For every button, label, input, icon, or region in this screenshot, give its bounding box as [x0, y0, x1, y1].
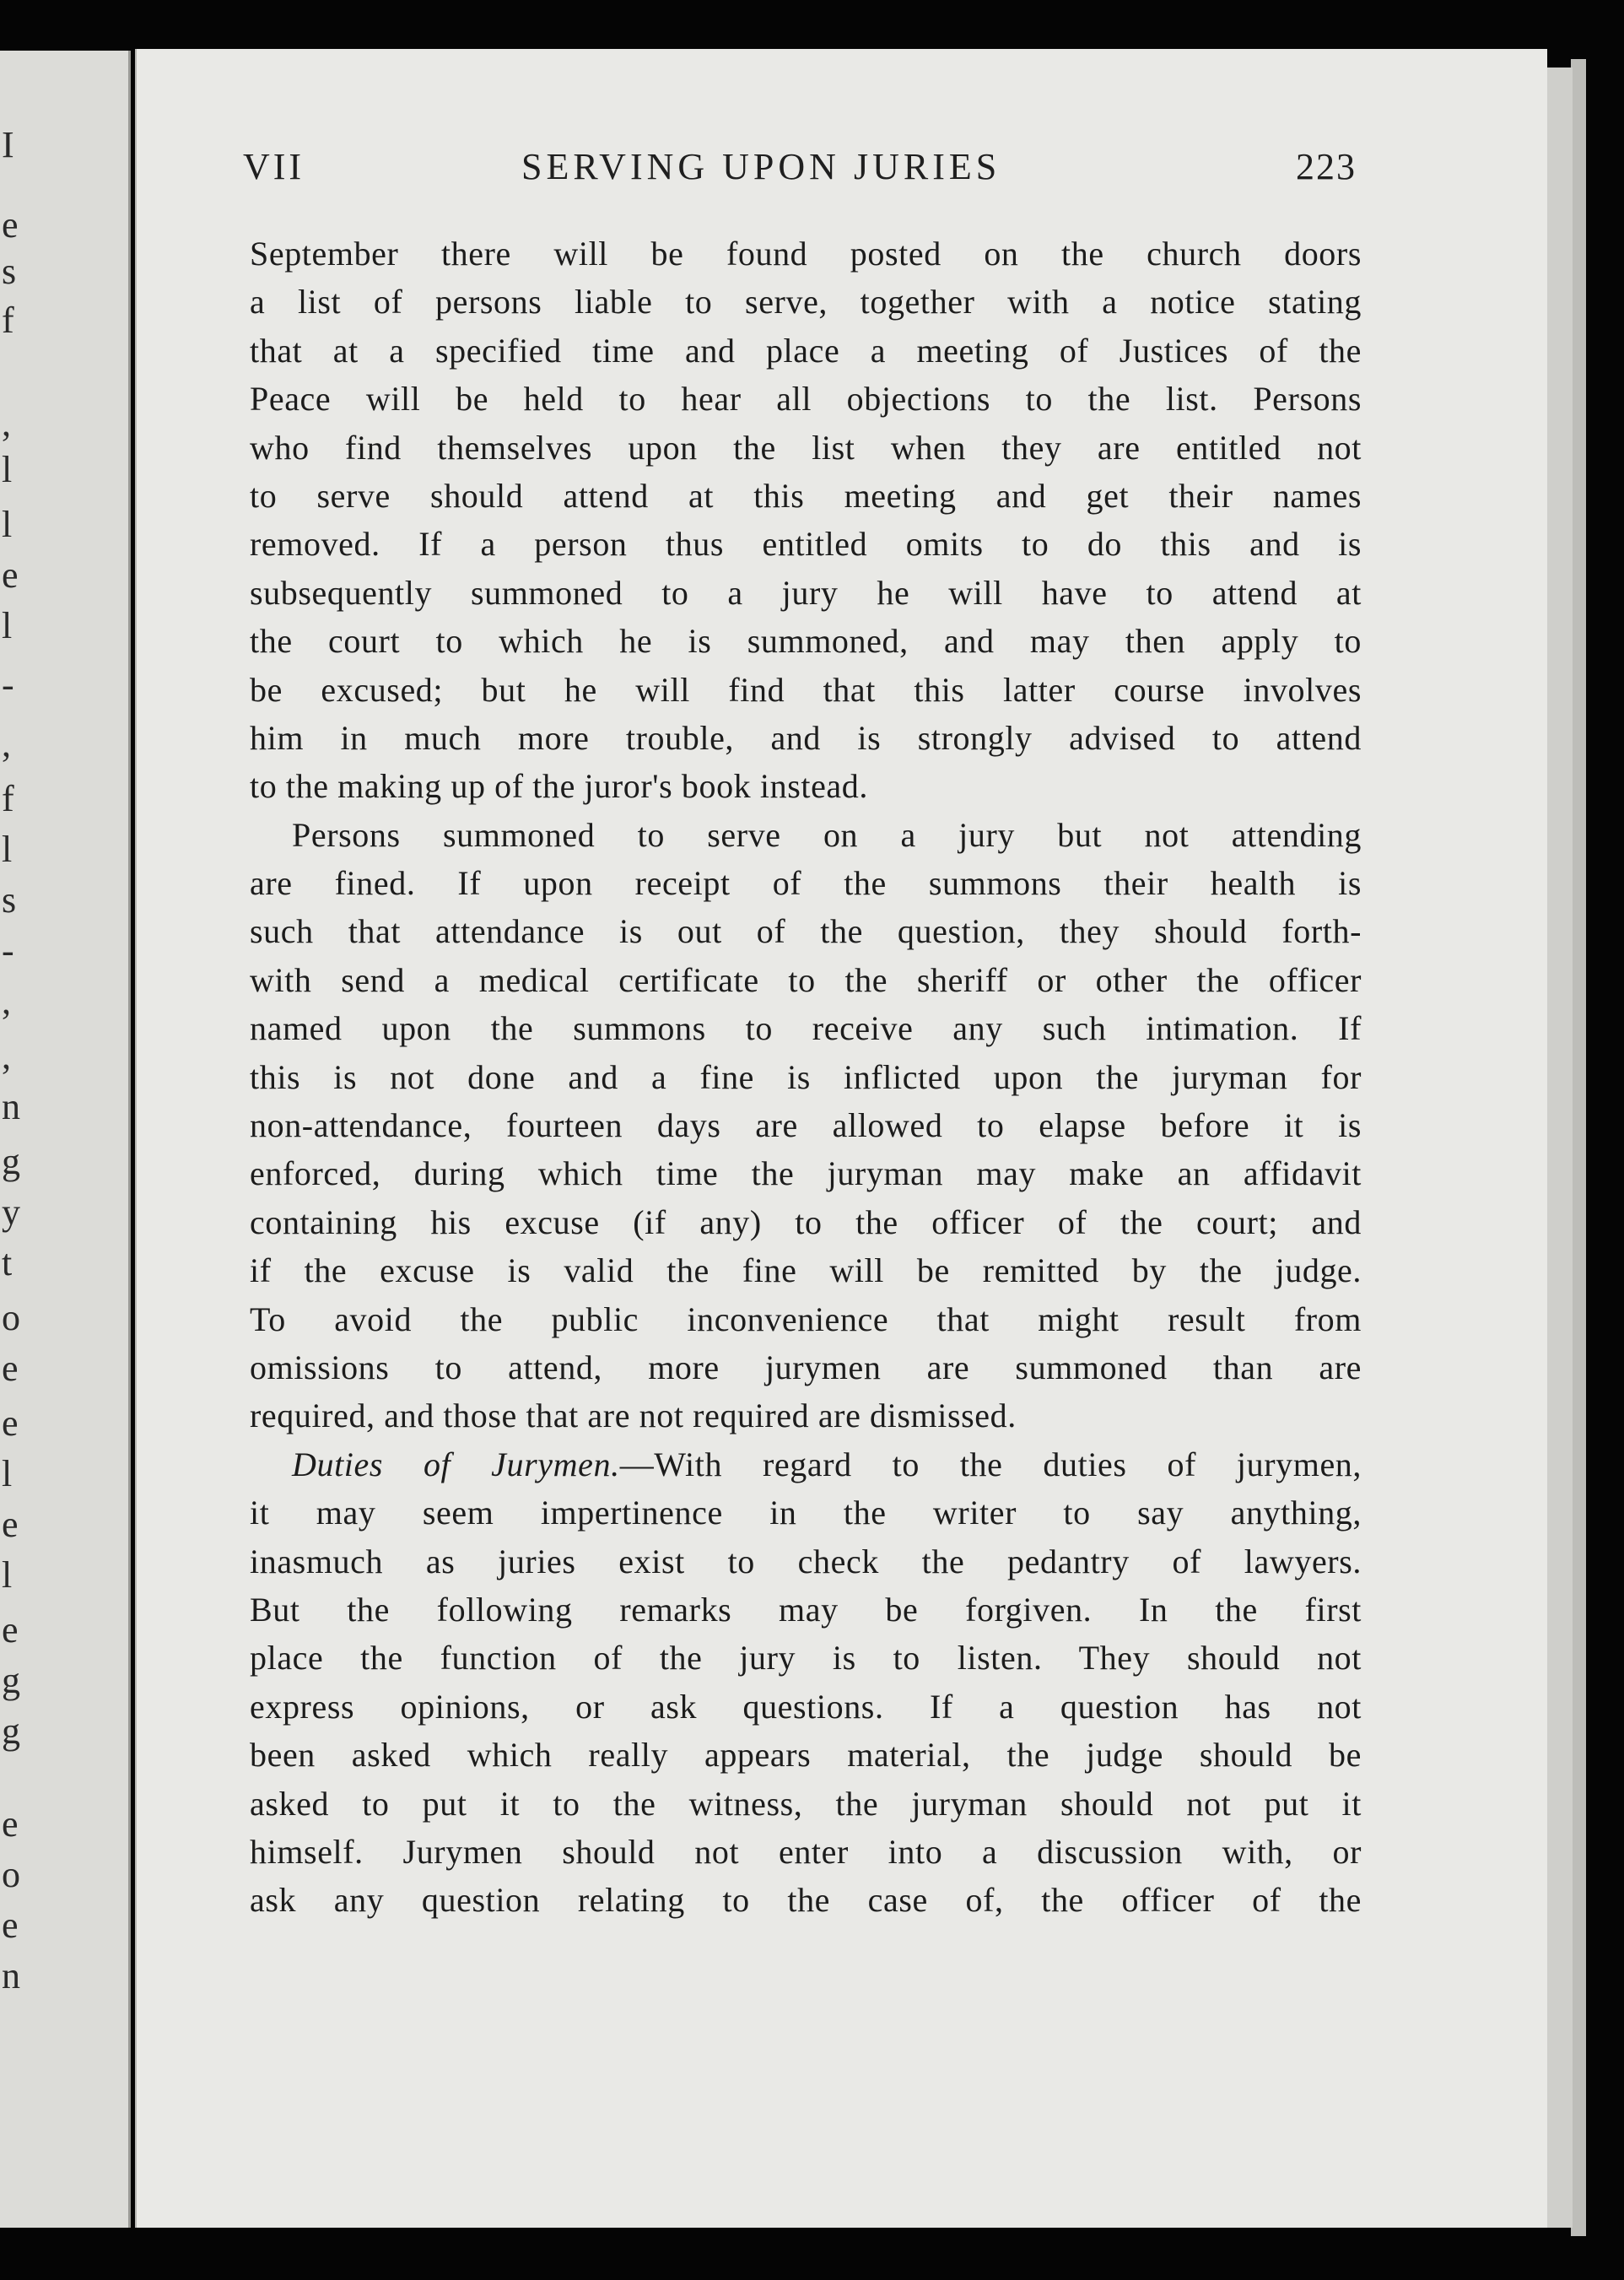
text-line: are fined. If upon receipt of the summons their health is: [250, 864, 1362, 903]
margin-fragment: -: [2, 930, 14, 971]
margin-fragment: ,: [2, 723, 11, 765]
margin-fragment: s: [2, 251, 17, 292]
text-line: inasmuch as juries exist to check the pedantry of lawyers.: [250, 1542, 1362, 1580]
margin-fragment: e: [2, 204, 19, 246]
margin-fragment: I: [2, 124, 14, 165]
text-line: himself. Jurymen should not enter into a discussion with, or: [250, 1832, 1362, 1871]
page-stack-edge: [1571, 59, 1586, 2236]
text-line: removed. If a person thus entitled omits to do this and is: [250, 525, 1362, 564]
text-line: enforced, during which time the juryman may make an affidavit: [250, 1154, 1362, 1193]
text-line: asked to put it to the witness, the juryman should not put it: [250, 1784, 1362, 1823]
margin-fragment: f: [2, 778, 14, 819]
previous-page-edge: [0, 51, 131, 2228]
paragraph-3: [250, 1440, 1362, 1925]
text-run: —With regard to the duties of jurymen,: [619, 1445, 1362, 1483]
text-line: To avoid the public inconvenience that might result from: [250, 1299, 1362, 1338]
margin-fragment: l: [2, 1554, 13, 1596]
margin-fragment: g: [2, 1141, 20, 1182]
paragraph-1: [250, 230, 1362, 811]
margin-fragment: g: [2, 1660, 20, 1701]
text-line: omissions to attend, more jurymen are summoned than are: [250, 1348, 1362, 1386]
margin-fragment: l: [2, 829, 13, 870]
text-line: [250, 1440, 1362, 1488]
margin-fragment: e: [2, 1402, 19, 1444]
margin-fragment: f: [2, 300, 14, 341]
margin-fragment: ,: [2, 403, 11, 444]
page-fore-edge: [1546, 68, 1573, 2228]
text-line: be excused; but he will find that this latter course involves: [250, 670, 1362, 709]
text-line: who find themselves upon the list when they are entitled not: [250, 428, 1362, 467]
text-line: place the function of the jury is to listen. They should not: [250, 1639, 1362, 1678]
margin-fragment: o: [2, 1854, 20, 1895]
margin-fragment: e: [2, 1348, 19, 1389]
margin-fragment: ,: [2, 1035, 11, 1077]
text-line: to serve should attend at this meeting and get their names: [250, 476, 1362, 515]
margin-fragment: e: [2, 554, 19, 596]
paragraph-2: [250, 811, 1362, 1440]
text-line: non-attendance, fourteen days are allowed to elapse before it is: [250, 1106, 1362, 1145]
text-line: express opinions, or ask questions. If a question has not: [250, 1687, 1362, 1726]
margin-fragment: l: [2, 449, 13, 490]
margin-fragment: l: [2, 1453, 13, 1494]
text-line: ask any question relating to the case of, the officer of the: [250, 1881, 1362, 1920]
text-line: to the making up of the juror's book instead.: [250, 767, 868, 806]
margin-fragment: ,: [2, 981, 11, 1022]
margin-fragment: s: [2, 879, 17, 921]
text-line: named upon the summons to receive any such intimation. If: [250, 1009, 1362, 1048]
margin-fragment: n: [2, 1086, 20, 1127]
text-line: Persons summoned to serve on a jury but not attending: [292, 815, 1362, 854]
margin-fragment: e: [2, 1609, 19, 1651]
margin-fragment: l: [2, 504, 13, 545]
text-line: containing his excuse (if any) to the officer of the court; and: [250, 1202, 1362, 1241]
margin-fragment: e: [2, 1504, 19, 1545]
margin-fragment: l: [2, 605, 13, 646]
section-heading: Duties of Jurymen.: [292, 1445, 620, 1483]
text-line: required, and those that are not required are dismissed.: [250, 1397, 1017, 1435]
text-line: Peace will be held to hear all objections to the list. Persons: [250, 380, 1362, 419]
text-line: a list of persons liable to serve, together with a notice stating: [250, 283, 1362, 321]
text-line: if the excuse is valid the fine will be remitted by the judge.: [250, 1251, 1362, 1290]
chapter-number: VII: [243, 146, 305, 187]
running-head: [243, 145, 1357, 196]
text-line: subsequently summoned to a jury he will have to attend at: [250, 573, 1362, 612]
text-line: September there will be found posted on the church doors: [250, 235, 1362, 273]
margin-fragment: -: [2, 664, 14, 705]
margin-fragment: t: [2, 1242, 13, 1283]
text-line: such that attendance is out of the question, they should forth-: [250, 912, 1362, 951]
text-line: it may seem impertinence in the writer to say anything,: [250, 1494, 1362, 1532]
margin-fragment: o: [2, 1297, 20, 1338]
text-line: him in much more trouble, and is strongly advised to attend: [250, 718, 1362, 757]
page-number: 223: [1296, 146, 1357, 187]
margin-fragment: n: [2, 1955, 20, 1996]
text-line: the court to which he is summoned, and may then apply to: [250, 622, 1362, 661]
margin-fragment: e: [2, 1905, 19, 1946]
text-line: But the following remarks may be forgiven. In the first: [250, 1590, 1362, 1629]
text-line: with send a medical certificate to the sheriff or other the officer: [250, 960, 1362, 999]
text-line: this is not done and a fine is inflicted upon the juryman for: [250, 1057, 1362, 1096]
margin-fragment: y: [2, 1191, 20, 1233]
body-text: [250, 230, 1362, 1925]
text-line: that at a specified time and place a meeting of Justices of the: [250, 331, 1362, 370]
text-line: been asked which really appears material, the judge should be: [250, 1736, 1362, 1775]
margin-fragment: e: [2, 1803, 19, 1845]
running-title: SERVING UPON JURIES: [521, 146, 1001, 187]
margin-fragment: g: [2, 1710, 20, 1752]
